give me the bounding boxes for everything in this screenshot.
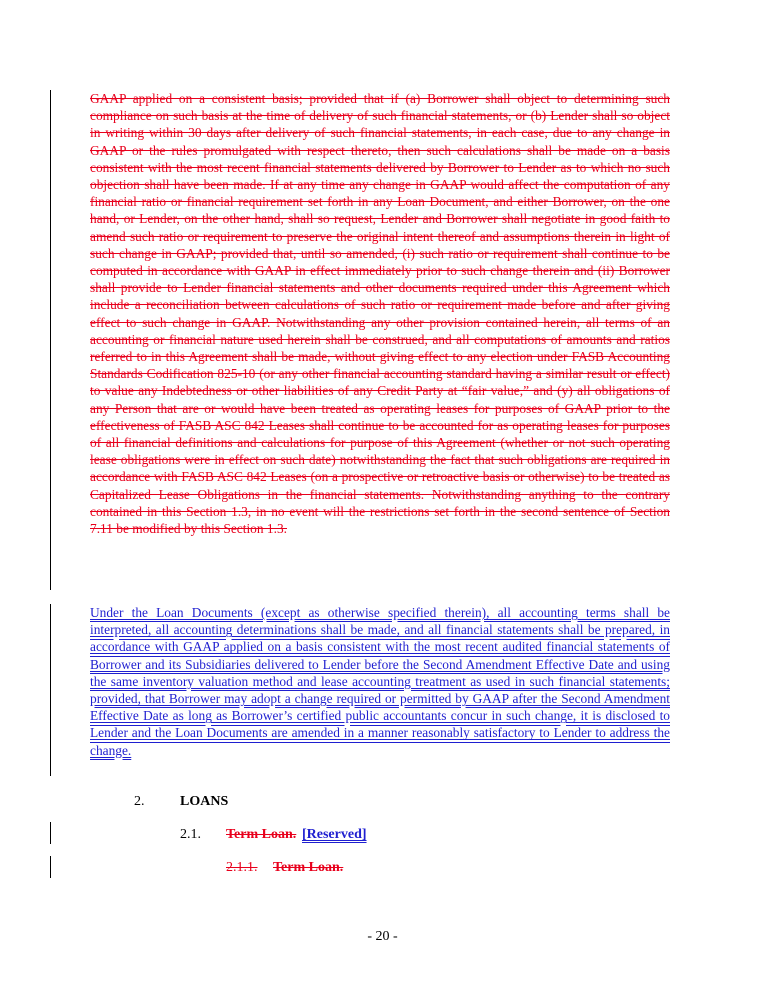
subsubsection-number: 2.1.1. xyxy=(226,860,258,875)
subsubsection-deleted-title: Term Loan. xyxy=(273,860,344,875)
subsection-inserted-title: [Reserved] xyxy=(302,827,367,842)
deleted-paragraph: GAAP applied on a consistent basis; provided that if (a) Borrower shall object to determining such compliance on such basis at the time of delivery of such financial statements, or (b) Lender shall so object in writing within 30 days after delivery of such financial statements, in each case, due to any change in GAAP or the rules promulgated with respect thereto, then such calculations shall be made on a basis consistent with the most recent financial statements delivered by Borrower to Lender as to which no such objection shall have been made. If at any time any change in GAAP would affect the computation of any financial ratio or financial requirement set forth in any Loan Document, and either Borrower, on the one hand, or Lender, on the other hand, shall so request, Lender and Borrower shall negotiate in good faith to amend such ratio or requirement to preserve the original intent thereof and assumptions therein in light of such change in GAAP; provided that, until so amended, (i) such ratio or requirement shall continue to be computed in accordance with GAAP in effect immediately prior to such change therein and (ii) Borrower shall provide to Lender financial statements and other documents required under this Agreement which include a reconciliation between calculations of such ratio or requirement made before and after giving effect to such change in GAAP. Notwithstanding any other provision contained herein, all terms of an accounting or financial nature used herein shall be construed, and all computations of amounts and ratios referred to in this Agreement shall be made, without giving effect to any election under FASB Accounting Standards Codification 825-10 (or any other financial accounting standard having a similar result or effect) to value any Indebtedness or other liabilities of any Credit Party at “fair value,” and (y) all obligations of any Person that are or would have been treated as operating leases for purposes of GAAP prior to the effectiveness of FASB ASC 842 Leases shall continue to be accounted for as operating leases for purposes of all financial definitions and calculations for purpose of this Agreement (whether or not such operating lease obligations were in effect on such date) notwithstanding the fact that such obligations are required in accordance with FASB ASC 842 Leases (on a prospective or retroactive basis or otherwise) to be treated as Capitalized Lease Obligations in the financial statements. Notwithstanding anything to the contrary contained in this Section 1.3, in no event will the restrictions set forth in the second sentence of Section 7.11 be modified by this Section 1.3. xyxy=(90,91,670,537)
change-bar xyxy=(50,856,51,878)
section-number: 2. xyxy=(134,794,145,809)
subsection-number: 2.1. xyxy=(180,827,201,842)
page-number: - 20 - xyxy=(367,929,398,944)
change-bar xyxy=(50,90,51,590)
subsection-deleted-title: Term Loan. xyxy=(226,827,297,842)
section-title: LOANS xyxy=(180,794,229,809)
inserted-paragraph: Under the Loan Documents (except as otherwise specified therein), all accounting terms shall be interpreted, all accounting determinations shall be made, and all financial statements shall be prepared, in accordance with GAAP applied on a basis consistent with the most recent audited financial statements of Borrower and its Subsidiaries delivered to Lender before the Second Amendment Effective Date and using the same inventory valuation method and lease accounting treatment as used in such financial statements; provided, that Borrower may adopt a change required or permitted by GAAP after the Second Amendment Effective Date as long as Borrower’s certified public accountants concur in such change, it is disclosed to Lender and the Loan Documents are amended in a manner reasonably satisfactory to Lender to address the change. xyxy=(90,605,670,758)
change-bar xyxy=(50,604,51,776)
change-bar xyxy=(50,822,51,844)
